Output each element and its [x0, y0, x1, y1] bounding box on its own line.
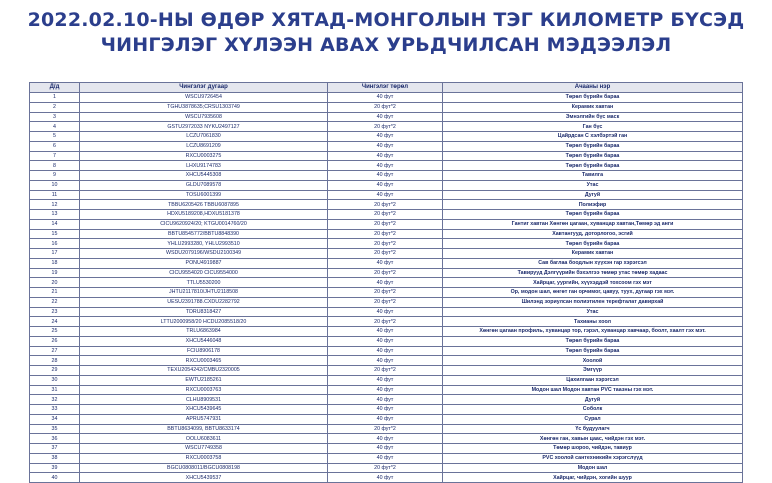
table-row [30, 385, 743, 395]
cell-index: 16 [30, 239, 80, 249]
cell-index: 10 [30, 180, 80, 190]
cell-index: 8 [30, 161, 80, 171]
cell-container-number: WSCU7935608 [80, 112, 328, 122]
cell-container-type: 40 фут [328, 395, 443, 405]
cell-index: 19 [30, 268, 80, 278]
cell-container-type: 40 фут [328, 307, 443, 317]
cell-container-type: 40 фут [328, 414, 443, 424]
table-row [30, 414, 743, 424]
cell-index: 6 [30, 141, 80, 151]
cell-container-number: RXCU0003275 [80, 151, 328, 161]
cell-container-type: 40 фут [328, 434, 443, 444]
cell-index: 25 [30, 327, 80, 337]
cell-container-type: 40 фут [328, 190, 443, 200]
cell-index: 30 [30, 375, 80, 385]
cell-cargo-name: PVC хоолой сантехникийн хэрэгслүүд [443, 453, 743, 463]
cell-cargo-name: Төрөл бүрийн бараа [443, 346, 743, 356]
cell-index: 23 [30, 307, 80, 317]
table-row [30, 151, 743, 161]
cell-index: 36 [30, 434, 80, 444]
cell-index: 3 [30, 112, 80, 122]
cell-container-type: 20 фут*2 [328, 239, 443, 249]
table-row [30, 444, 743, 454]
table-row [30, 336, 743, 346]
cell-container-number: FCIU8906178 [80, 346, 328, 356]
cell-cargo-name: Төрөл бүрийн бараа [443, 93, 743, 103]
cell-container-number: RXCU0003465 [80, 356, 328, 366]
cell-container-number: WSDU2079196/WSDU2100349 [80, 249, 328, 259]
cell-container-type: 40 фут [328, 112, 443, 122]
cell-container-number: WSCU7749358 [80, 444, 328, 454]
cell-index: 1 [30, 93, 80, 103]
table-row [30, 317, 743, 327]
cell-cargo-name: Төрөл бүрийн бараа [443, 141, 743, 151]
cell-container-type: 20 фут*2 [328, 210, 443, 220]
table-row [30, 405, 743, 415]
title-line-2: ЧИНГЭЛЭГ ХҮЛЭЭН АВАХ УРЬДЧИЛСАН МЭДЭЭЛЭЛ [100, 34, 672, 56]
header-cargo-name: Ачааны нэр [443, 83, 743, 93]
cell-container-type: 40 фут [328, 278, 443, 288]
cell-container-type: 40 фут [328, 346, 443, 356]
cell-container-type: 40 фут [328, 356, 443, 366]
cell-container-type: 20 фут*2 [328, 424, 443, 434]
cell-index: 29 [30, 366, 80, 376]
cell-index: 5 [30, 132, 80, 142]
cell-cargo-name: Төрөл бүрийн бараа [443, 239, 743, 249]
cell-container-type: 20 фут*2 [328, 268, 443, 278]
cell-cargo-name: Сурал [443, 414, 743, 424]
cell-cargo-name: Модон шал [443, 463, 743, 473]
cell-container-number: TOSU6001399 [80, 190, 328, 200]
cell-container-type: 20 фут*2 [328, 102, 443, 112]
cell-container-type: 20 фут*2 [328, 317, 443, 327]
table-row [30, 258, 743, 268]
cell-index: 2 [30, 102, 80, 112]
table-row [30, 112, 743, 122]
cell-cargo-name: Полиэфир [443, 200, 743, 210]
table-row [30, 102, 743, 112]
table-row [30, 473, 743, 483]
cell-container-number: XHCU5439645 [80, 405, 328, 415]
cell-container-number: RXCU0003763 [80, 385, 328, 395]
cell-index: 17 [30, 249, 80, 259]
cell-container-type: 20 фут*2 [328, 366, 443, 376]
cell-container-number: EWTU2185261 [80, 375, 328, 385]
cell-cargo-name: Төрөл бүрийн бараа [443, 161, 743, 171]
cell-container-number: OOLU6083611 [80, 434, 328, 444]
cell-index: 27 [30, 346, 80, 356]
table-row [30, 171, 743, 181]
cell-index: 9 [30, 171, 80, 181]
cell-container-number: TRLU6863984 [80, 327, 328, 337]
cell-container-number: RXCU0003758 [80, 453, 328, 463]
cell-cargo-name: Шилэнд зориулсан полиэтилен терефталат давирхай [443, 297, 743, 307]
cell-cargo-name: Цахилгаан хэрэгсэл [443, 375, 743, 385]
cell-cargo-name: Гантиг хавтан Хөнгөн цагаан, хуванцар хавтан,Төмөр эд анги [443, 219, 743, 229]
cell-container-number: UESU2391788.CXDU2282792 [80, 297, 328, 307]
cell-container-number: CICU9620924/20; KTGU0014760/20 [80, 219, 328, 229]
table-row [30, 200, 743, 210]
table-row [30, 395, 743, 405]
table-row [30, 424, 743, 434]
cell-container-type: 40 фут [328, 444, 443, 454]
page-title [0, 8, 772, 58]
cell-index: 39 [30, 463, 80, 473]
table-row [30, 278, 743, 288]
header-container-type: Чингэлэг төрөл [328, 83, 443, 93]
table-row [30, 307, 743, 317]
cell-container-number: XHCU5445308 [80, 171, 328, 181]
header-container-number: Чингэлэг дугаар [80, 83, 328, 93]
cell-index: 40 [30, 473, 80, 483]
cell-container-number: TTLU5530200 [80, 278, 328, 288]
cell-container-number: YHLU2993280, YHLU2993510 [80, 239, 328, 249]
title-line-1: 2022.02.10-НЫ ӨДӨР ХЯТАД-МОНГОЛЫН ТЭГ КИЛОМЕТР БҮСЭД [27, 9, 745, 31]
cell-cargo-name: Ган бүс [443, 122, 743, 132]
cell-container-type: 40 фут [328, 336, 443, 346]
cell-container-number: JHTU2117810/JHTU2118508 [80, 288, 328, 298]
cell-container-number: APRU5747931 [80, 414, 328, 424]
cell-container-type: 40 фут [328, 151, 443, 161]
cell-cargo-name: Дугуй [443, 395, 743, 405]
cell-index: 35 [30, 424, 80, 434]
cell-index: 15 [30, 229, 80, 239]
table-header-row [30, 83, 743, 93]
cell-container-number: LHXU9174783 [80, 161, 328, 171]
header-index: Д/д [30, 83, 80, 93]
cell-container-number: LCZU7061830 [80, 132, 328, 142]
table-row [30, 453, 743, 463]
table-row [30, 268, 743, 278]
table-row [30, 141, 743, 151]
cell-container-number: TEXU2054242/CMBU2320005 [80, 366, 328, 376]
cell-cargo-name: Ор, модон шал, өнгөт ган орчимог, цавуу, туух, дугаар гэх мэт. [443, 288, 743, 298]
cell-container-number: BBTU8634099, BBTU8633174 [80, 424, 328, 434]
cell-container-number: BGCU0808011/BGCU0808198 [80, 463, 328, 473]
cell-cargo-name: Хөнгөн ган, хавын цаас, чийдэн гэх мэт. [443, 434, 743, 444]
cell-index: 13 [30, 210, 80, 220]
cell-index: 26 [30, 336, 80, 346]
cell-container-number: TBBU6205426 TBBU6087895 [80, 200, 328, 210]
table-row [30, 288, 743, 298]
cell-cargo-name: Төрөл бүрийн бараа [443, 210, 743, 220]
cell-cargo-name: Сав баглаа боодлын хүүхэн гар хэрэгсэл [443, 258, 743, 268]
cell-cargo-name: Керамик хавтан [443, 102, 743, 112]
cell-index: 24 [30, 317, 80, 327]
cell-container-type: 40 фут [328, 327, 443, 337]
cell-index: 12 [30, 200, 80, 210]
cell-container-number: TGHU3878635;CRSU1303749 [80, 102, 328, 112]
cell-container-type: 20 фут*2 [328, 288, 443, 298]
cell-container-type: 20 фут*2 [328, 219, 443, 229]
cell-container-type: 40 фут [328, 453, 443, 463]
table-row [30, 434, 743, 444]
cell-container-number: CICU9554020 CICU9554000 [80, 268, 328, 278]
cell-cargo-name: Хөнгөн цагаан профиль, хуванцар тор, гэрэл, хуванцар хавчаар, боолт, хаалт гэх мэт. [443, 327, 743, 337]
cell-container-number: XHCU5446048 [80, 336, 328, 346]
cell-container-type: 20 фут*2 [328, 229, 443, 239]
cell-cargo-name: Тахианы хоол [443, 317, 743, 327]
cell-cargo-name: Хайрцаг, уургийн, хүүхэддэй тохсоом гэх мэт [443, 278, 743, 288]
cell-container-number: XHCU5439537 [80, 473, 328, 483]
cell-index: 28 [30, 356, 80, 366]
cell-index: 14 [30, 219, 80, 229]
table-row [30, 229, 743, 239]
cell-container-type: 20 фут*2 [328, 200, 443, 210]
cell-cargo-name: Модон шал Модон хавтан PVC таазны гэх мэт. [443, 385, 743, 395]
cell-cargo-name: Утас [443, 180, 743, 190]
cell-container-number: LTTU2000958/20 HCDU2085518/20 [80, 317, 328, 327]
cell-container-type: 40 фут [328, 375, 443, 385]
cell-cargo-name: Утас [443, 307, 743, 317]
table-row [30, 463, 743, 473]
cell-container-type: 20 фут*2 [328, 249, 443, 259]
cell-container-type: 40 фут [328, 171, 443, 181]
cell-container-number: PONU4919887 [80, 258, 328, 268]
cell-index: 7 [30, 151, 80, 161]
table-row [30, 161, 743, 171]
cell-cargo-name: Эмгүүр [443, 366, 743, 376]
cell-container-number: HDXU5189208,HDXU5181378 [80, 210, 328, 220]
table-row [30, 93, 743, 103]
cell-cargo-name: Керамик хавтан [443, 249, 743, 259]
cell-cargo-name: Төрөл бүрийн бараа [443, 336, 743, 346]
cell-cargo-name: Үс будуулагч [443, 424, 743, 434]
cell-index: 32 [30, 395, 80, 405]
cell-index: 37 [30, 444, 80, 454]
table-row [30, 132, 743, 142]
table-row [30, 190, 743, 200]
cell-cargo-name: Төмөр шороо, чийдэн, тавиур [443, 444, 743, 454]
cell-cargo-name: Төрөл бүрийн бараа [443, 151, 743, 161]
table-row [30, 180, 743, 190]
table-row [30, 356, 743, 366]
container-schedule-table [29, 82, 743, 483]
cell-index: 22 [30, 297, 80, 307]
cell-container-number: TDRU8318427 [80, 307, 328, 317]
table-row [30, 327, 743, 337]
table-row [30, 219, 743, 229]
cell-container-type: 40 фут [328, 141, 443, 151]
cell-cargo-name: Эмнэлгийн бүс маск [443, 112, 743, 122]
cell-cargo-name: Дугуй [443, 190, 743, 200]
cell-index: 21 [30, 288, 80, 298]
cell-container-type: 40 фут [328, 405, 443, 415]
cell-cargo-name: Тавилга [443, 171, 743, 181]
cell-container-type: 20 фут*2 [328, 463, 443, 473]
cell-container-type: 40 фут [328, 473, 443, 483]
table-row [30, 366, 743, 376]
cell-cargo-name: Хайрцаг, чийдэн, хогийн шуур [443, 473, 743, 483]
cell-container-type: 40 фут [328, 132, 443, 142]
cell-cargo-name: Хавтангууд, доторлогоо, эсгий [443, 229, 743, 239]
cell-index: 34 [30, 414, 80, 424]
cell-index: 18 [30, 258, 80, 268]
table-row [30, 210, 743, 220]
cell-container-number: GLDU7089578 [80, 180, 328, 190]
cell-cargo-name: Хоолой [443, 356, 743, 366]
cell-container-number: WSCU9726454 [80, 93, 328, 103]
cell-cargo-name: Тавирууд Дэлгүүрийн бэхэлгээ төмөр утас төмөр хадаас [443, 268, 743, 278]
cell-container-type: 40 фут [328, 258, 443, 268]
table-row [30, 297, 743, 307]
table-row [30, 122, 743, 132]
cell-container-number: BBTU8545772/BBTU8848390 [80, 229, 328, 239]
cell-container-number: GSTU2972033 NYKU2497127 [80, 122, 328, 132]
cell-container-type: 40 фут [328, 161, 443, 171]
table-row [30, 375, 743, 385]
cell-index: 20 [30, 278, 80, 288]
cell-index: 31 [30, 385, 80, 395]
cell-container-type: 20 фут*2 [328, 122, 443, 132]
table-row [30, 346, 743, 356]
cell-container-number: LCZU8691209 [80, 141, 328, 151]
cell-cargo-name: Цайрдсан С хэлбэртэй ган [443, 132, 743, 142]
cell-index: 11 [30, 190, 80, 200]
table-row [30, 239, 743, 249]
cell-container-type: 40 фут [328, 385, 443, 395]
cell-container-type: 20 фут*2 [328, 297, 443, 307]
cell-index: 38 [30, 453, 80, 463]
cell-container-type: 40 фут [328, 180, 443, 190]
cell-cargo-name: Соболк [443, 405, 743, 415]
table-row [30, 249, 743, 259]
cell-container-type: 40 фут [328, 93, 443, 103]
cell-index: 33 [30, 405, 80, 415]
cell-container-number: CLHU8909531 [80, 395, 328, 405]
cell-index: 4 [30, 122, 80, 132]
